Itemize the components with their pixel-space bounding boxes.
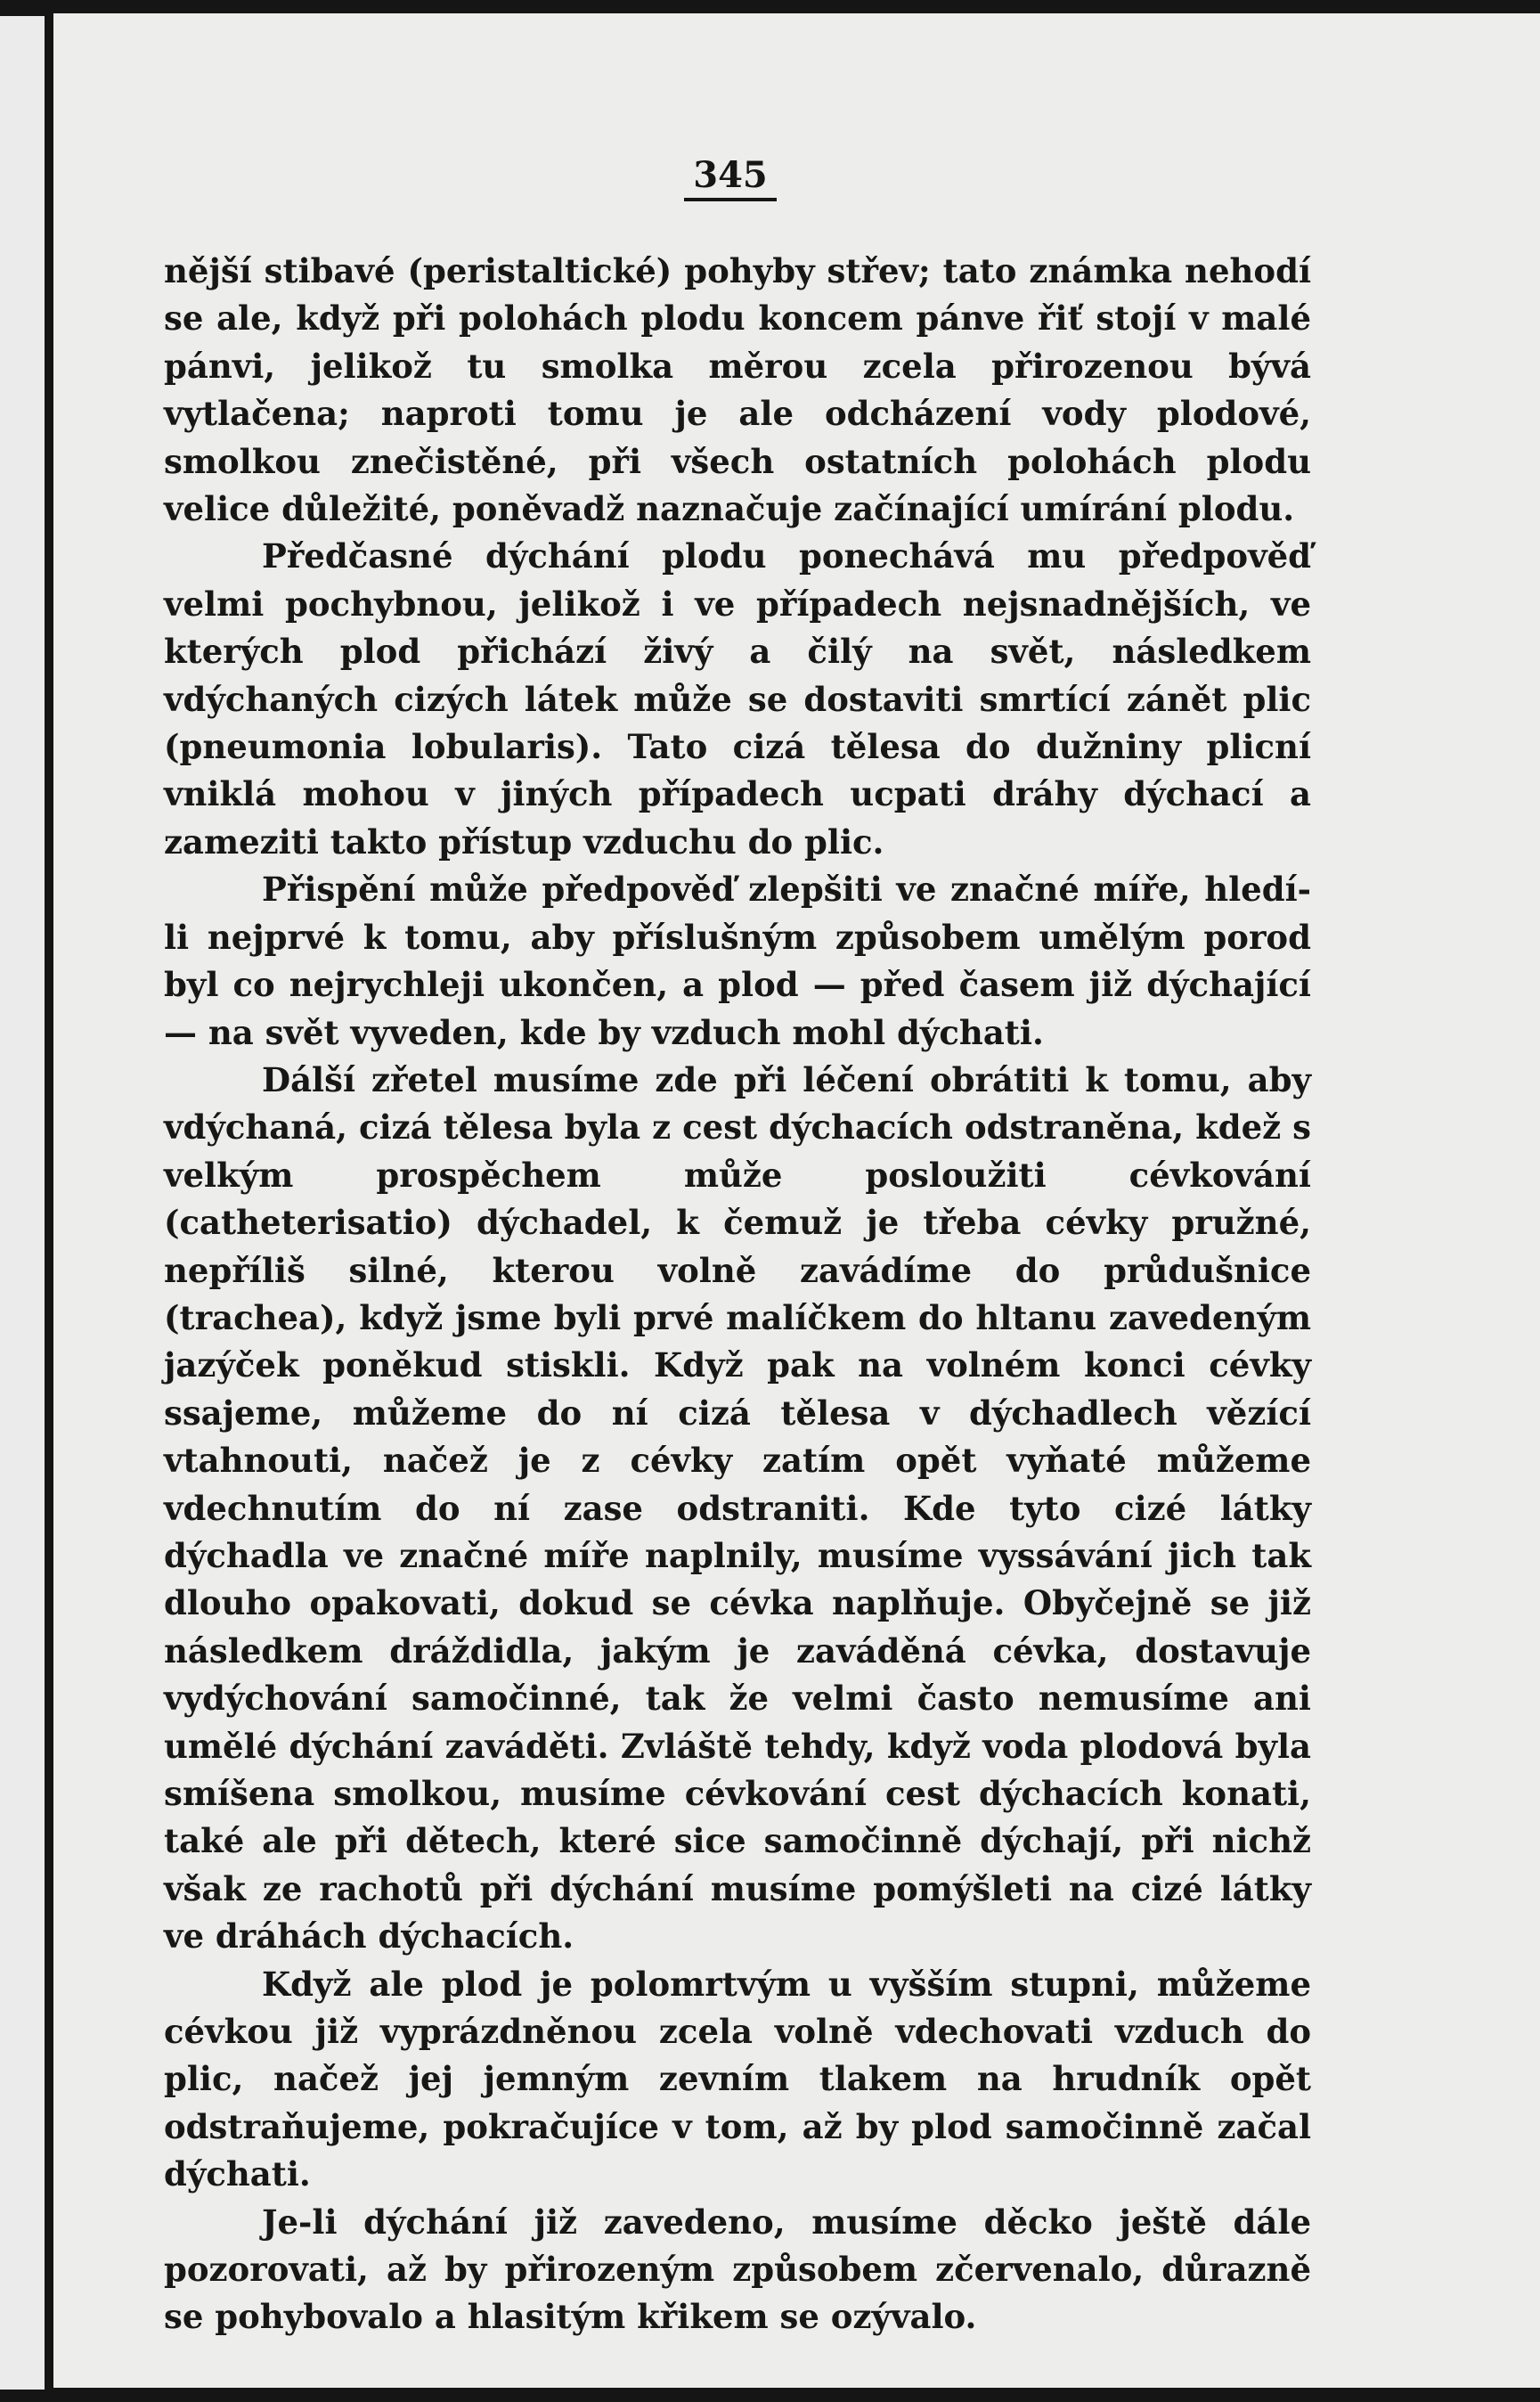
paragraph-4: Dálší zřetel musíme zde při léčení obrátiti k tomu, aby vdýchaná, cizá tělesa byla z cest dýchacích odstraněna, kdež s velkým prospěchem může posloužiti cévkování (catheterisatio) dýchadel, k čemuž je třeba cévky pružné, nepříliš silné, kterou volně zavádíme do průdušnice (trachea), když jsme byli prvé malíčkem do hltanu zavedeným jazýček poněkud stiskli. Když pak na volném konci cévky ssajeme, můžeme do ní cizá tělesa v dýchadlech vězící vtahnouti, načež je z cévky zatím opět vyňaté můžeme vdechnutím do ní zase odstraniti. Kde tyto cizé látky dýchadla ve značné míře naplnily, musíme vyssávání jich tak dlouho opakovati, dokud se cévka naplňuje. Obyčejně se již následkem dráždidla, jakým je zaváděná cévka, dostavuje vydýchování samočinné, tak že velmi často nemusíme ani umělé dýchání zaváděti. Zvláště tehdy, když voda plodová byla smíšena smolkou, musíme cévkování cest dýchacích konati, také ale při dětech, které sice samočinně dýchají, při nichž však ze rachotů při dýchání musíme pomýšleti na cizé látky ve dráhách dýchacích. <box>164 1059 1311 1957</box>
paragraph-3: Přispění může předpověď zlepšiti ve značné míře, hledí-li nejprvé k tomu, aby příslušným způsobem umělým porod byl co nejrychleji ukončen, a plod — před časem již dýchající — na svět vyveden, kde by vzduch mohl dýchati. <box>164 870 1311 1052</box>
page-number-underline <box>684 198 777 201</box>
paragraph-2: Předčasné dýchání plodu ponechává mu předpověď velmi pochybnou, jelikož i ve případech nejsnadnějších, ve kterých plod přichází živý a čilý na svět, následkem vdýchaných cizých látek může se dostaviti smrtící zánět plic (pneumonia lobularis). Tato cizá tělesa do dužniny plicní vniklá mohou v jiných případech ucpati dráhy dýchací a zameziti takto přístup vzduchu do plic. <box>164 536 1311 862</box>
paragraph-1: nější stibavé (peristaltické) pohyby střev; tato známka nehodí se ale, když při polohách plodu koncem pánve řiť stojí v malé pánvi, jelikož tu smolka měrou zcela přirozenou bývá vytlačena; naproti tomu je ale odcházení vody plodové, smolkou znečistěné, při všech ostatních polohách plodu velice důležité, poněvadž naznačuje začínající umírání plodu. <box>164 251 1311 529</box>
page-number: 345 <box>693 154 768 196</box>
paragraph-6: Je-li dýchání již zavedeno, musíme děcko ještě dále pozorovati, až by přirozeným způsobem zčervenalo, důrazně se pohybovalo a hlasitým křikem se ozývalo. <box>164 2202 1311 2337</box>
paragraph-5: Když ale plod je polomrtvým u vyšším stupni, můžeme cévkou již vyprázdněnou zcela volně vdechovati vzduch do plic, načež jej jemným zevním tlakem na hrudník opět odstraňujeme, pokračujíce v tom, až by plod samočinně začal dýchati. <box>164 1964 1311 2194</box>
adjacent-page-edge <box>0 16 45 2390</box>
body-text <box>164 248 1311 2341</box>
